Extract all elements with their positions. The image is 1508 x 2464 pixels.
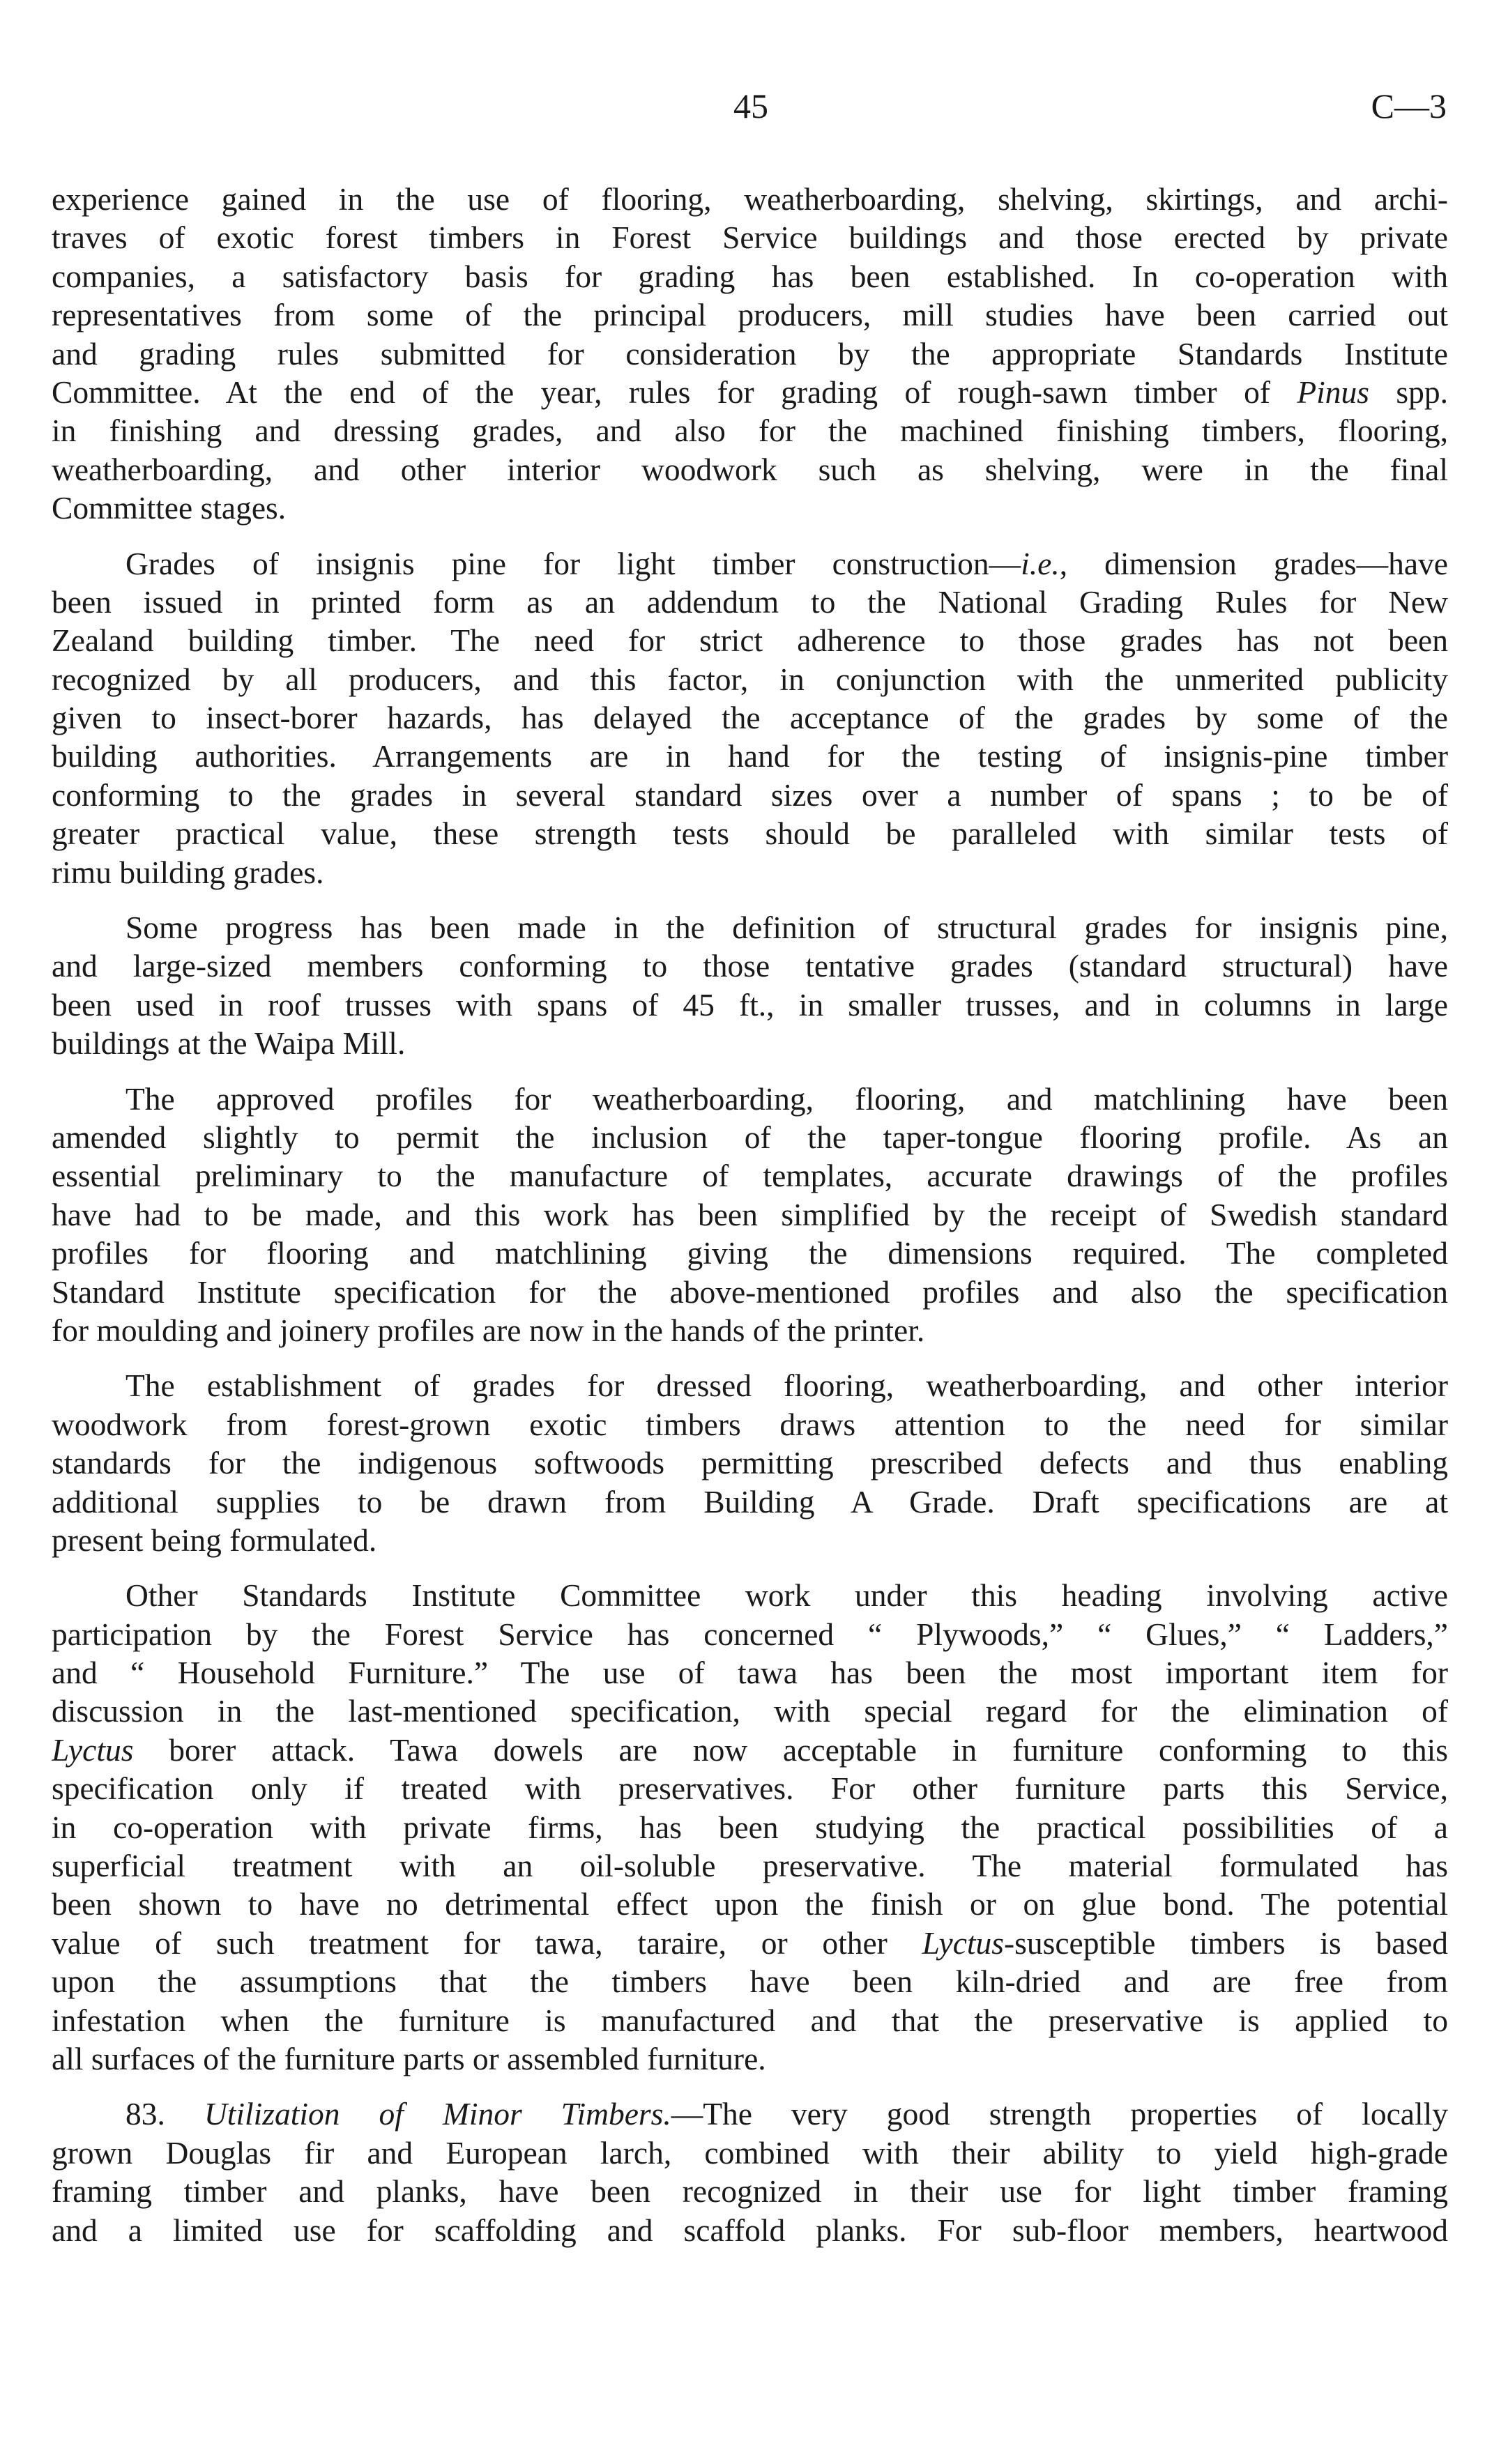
text-segment: value of such treatment for tawa, taraire, or other [52, 1924, 922, 1961]
text-segment: experience gained in the use of flooring, weatherboarding, shelving, skirtings, and archi- [52, 181, 1448, 217]
text-segment: representatives from some of the principal producers, mill studies have been carried out [52, 297, 1448, 333]
text-line [52, 544, 1448, 583]
text-segment: discussion in the last-mentioned specification, with special regard for the elimination of [52, 1693, 1448, 1729]
text-segment: recognized by all producers, and this factor, in conjunction with the unmerited publicity [52, 661, 1448, 697]
text-line [52, 1521, 1448, 1559]
text-segment: additional supplies to be drawn from Building A Grade. Draft specifications are at [52, 1483, 1448, 1520]
text-line [52, 1615, 1448, 1653]
text-segment: been used in roof trusses with spans of 45 ft., in smaller trusses, and in columns in large [52, 986, 1448, 1023]
text-line [52, 489, 1448, 527]
paragraph [52, 180, 1448, 528]
text-segment: superficial treatment with an oil-soluble preservative. The material formulated has [52, 1848, 1448, 1884]
text-segment: and a limited use for scaffolding and scaffold planks. For sub-floor members, heartwood [52, 2212, 1448, 2248]
text-segment: rimu building grades. [52, 854, 324, 890]
text-line [52, 776, 1448, 814]
text-line [52, 1653, 1448, 1692]
text-line [52, 2095, 1448, 2133]
text-line [52, 698, 1448, 737]
text-line [52, 373, 1448, 411]
text-line [52, 1846, 1448, 1885]
text-line [52, 1273, 1448, 1311]
text-line [52, 1808, 1448, 1846]
text-segment: and large-sized members conforming to those tentative grades (standard structural) have [52, 948, 1448, 984]
section-code: C—3 [1371, 86, 1447, 125]
text-line [52, 335, 1448, 373]
text-segment: Some progress has been made in the definition of structural grades for insignis pine, [125, 910, 1448, 946]
text-line [52, 660, 1448, 698]
text-segment: and “ Household Furniture.” The use of tawa has been the most important item for [52, 1655, 1448, 1691]
text-line [52, 180, 1448, 218]
text-segment: infestation when the furniture is manufactured and that the preservative is applied to [52, 2002, 1448, 2038]
text-line [52, 1769, 1448, 1807]
text-line [52, 1311, 1448, 1349]
text-segment: in co-operation with private firms, has been studying the practical possibilities of a [52, 1809, 1448, 1845]
text-segment: for moulding and joinery profiles are now in the hands of the printer. [52, 1312, 925, 1348]
text-line [52, 1483, 1448, 1521]
text-segment: —The very good strength properties of locally [671, 2096, 1448, 2132]
text-line [52, 1731, 1448, 1769]
text-line [52, 2211, 1448, 2249]
text-segment: conforming to the grades in several standard sizes over a number of spans ; to be of [52, 776, 1448, 813]
text-line [52, 947, 1448, 985]
text-line [52, 2172, 1448, 2210]
text-segment: , dimension grades—have [1059, 545, 1448, 581]
text-segment: weatherboarding, and other interior woodwork such as shelving, were in the final [52, 451, 1448, 487]
text-line [52, 737, 1448, 775]
text-segment: all surfaces of the furniture parts or assembled furniture. [52, 2040, 766, 2076]
text-line [52, 2001, 1448, 2040]
text-segment: given to insect-borer hazards, has delayed the acceptance of the grades by some of the [52, 700, 1448, 736]
text-segment: upon the assumptions that the timbers have been kiln-dried and are free from [52, 1964, 1448, 2000]
text-segment: standards for the indigenous softwoods permitting prescribed defects and thus enabling [52, 1445, 1448, 1481]
italic-text: Lyctus [922, 1924, 1005, 1961]
italic-text: i.e. [1021, 545, 1060, 581]
paragraph [52, 1576, 1448, 2078]
text-segment: been issued in printed form as an addendum to the National Grading Rules for New [52, 583, 1448, 620]
text-segment: The approved profiles for weatherboarding, flooring, and matchlining have been [125, 1080, 1448, 1117]
page-number: 45 [733, 86, 768, 125]
text-segment: Other Standards Institute Committee work under this heading involving active [125, 1577, 1448, 1614]
text-line [52, 257, 1448, 296]
text-segment: borer attack. Tawa dowels are now acceptable in furniture conforming to this [133, 1731, 1448, 1768]
text-segment: Committee. At the end of the year, rules for grading of rough-sawn timber of [52, 374, 1297, 410]
text-segment: buildings at the Waipa Mill. [52, 1025, 406, 1062]
text-line [52, 853, 1448, 892]
text-line [52, 296, 1448, 334]
text-line [52, 583, 1448, 621]
paragraph [52, 1080, 1448, 1350]
italic-text: Utilization of Minor Timbers. [204, 2096, 671, 2132]
text-line [52, 621, 1448, 659]
text-line [52, 1692, 1448, 1730]
text-line [52, 908, 1448, 947]
italic-text: Pinus [1297, 374, 1370, 410]
text-segment: in finishing and dressing grades, and also for the machined finishing timbers, flooring, [52, 413, 1448, 449]
text-segment: The establishment of grades for dressed flooring, weatherboarding, and other interior [125, 1368, 1448, 1404]
text-line [52, 1234, 1448, 1272]
text-segment: greater practical value, these strength tests should be paralleled with similar tests of [52, 816, 1448, 852]
italic-text: Lyctus [52, 1731, 134, 1768]
text-segment: traves of exotic forest timbers in Forest Service buildings and those erected by private [52, 220, 1448, 256]
text-line [52, 1405, 1448, 1444]
text-line [52, 814, 1448, 852]
text-segment: been shown to have no detrimental effect upon the finish or on glue bond. The potential [52, 1886, 1448, 1922]
text-segment: Standard Institute specification for the above-mentioned profiles and also the specification [52, 1273, 1448, 1310]
text-line [52, 1366, 1448, 1405]
text-segment: -susceptible timbers is based [1004, 1924, 1448, 1961]
text-line [52, 1080, 1448, 1118]
paragraph [52, 544, 1448, 892]
text-line [52, 1118, 1448, 1156]
text-segment: have had to be made, and this work has been simplified by the receipt of Swedish standard [52, 1196, 1448, 1232]
text-segment: building authorities. Arrangements are in hand for the testing of insignis-pine timber [52, 738, 1448, 774]
text-line [52, 1156, 1448, 1195]
text-segment: and grading rules submitted for consideration by the appropriate Standards Institute [52, 335, 1448, 372]
paragraph [52, 908, 1448, 1063]
text-segment: grown Douglas fir and European larch, combined with their ability to yield high-grade [52, 2134, 1448, 2171]
document-body [52, 180, 1448, 2266]
text-line [52, 1444, 1448, 1482]
text-segment: participation by the Forest Service has concerned “ Plywoods,” “ Glues,” “ Ladders,” [52, 1616, 1448, 1652]
text-segment: spp. [1369, 374, 1448, 410]
text-segment: Committee stages. [52, 490, 287, 526]
text-line [52, 1195, 1448, 1234]
text-line [52, 1024, 1448, 1062]
text-segment: companies, a satisfactory basis for grading has been established. In co-operation with [52, 258, 1448, 294]
text-line [52, 1885, 1448, 1923]
text-line [52, 986, 1448, 1024]
text-segment: amended slightly to permit the inclusion of the taper-tongue flooring profile. As an [52, 1119, 1448, 1155]
paragraph [52, 2095, 1448, 2249]
text-segment: profiles for flooring and matchlining giving the dimensions required. The completed [52, 1235, 1448, 1271]
paragraph [52, 1366, 1448, 1559]
text-segment: specification only if treated with preservatives. For other furniture parts this Service, [52, 1770, 1448, 1807]
text-segment: Grades of insignis pine for light timber construction— [125, 545, 1021, 581]
text-line [52, 411, 1448, 450]
text-line [52, 1924, 1448, 1962]
text-segment: essential preliminary to the manufacture of templates, accurate drawings of the profiles [52, 1158, 1448, 1194]
text-segment: framing timber and planks, have been recognized in their use for light timber framing [52, 2173, 1448, 2210]
text-line [52, 1576, 1448, 1614]
text-segment: Zealand building timber. The need for strict adherence to those grades has not been [52, 622, 1448, 659]
text-line [52, 2040, 1448, 2078]
text-segment: woodwork from forest-grown exotic timbers draws attention to the need for similar [52, 1406, 1448, 1442]
text-segment: 83. [125, 2096, 204, 2132]
text-line [52, 218, 1448, 257]
text-segment: present being formulated. [52, 1522, 377, 1558]
text-line [52, 1962, 1448, 2000]
text-line [52, 450, 1448, 489]
text-line [52, 2134, 1448, 2172]
